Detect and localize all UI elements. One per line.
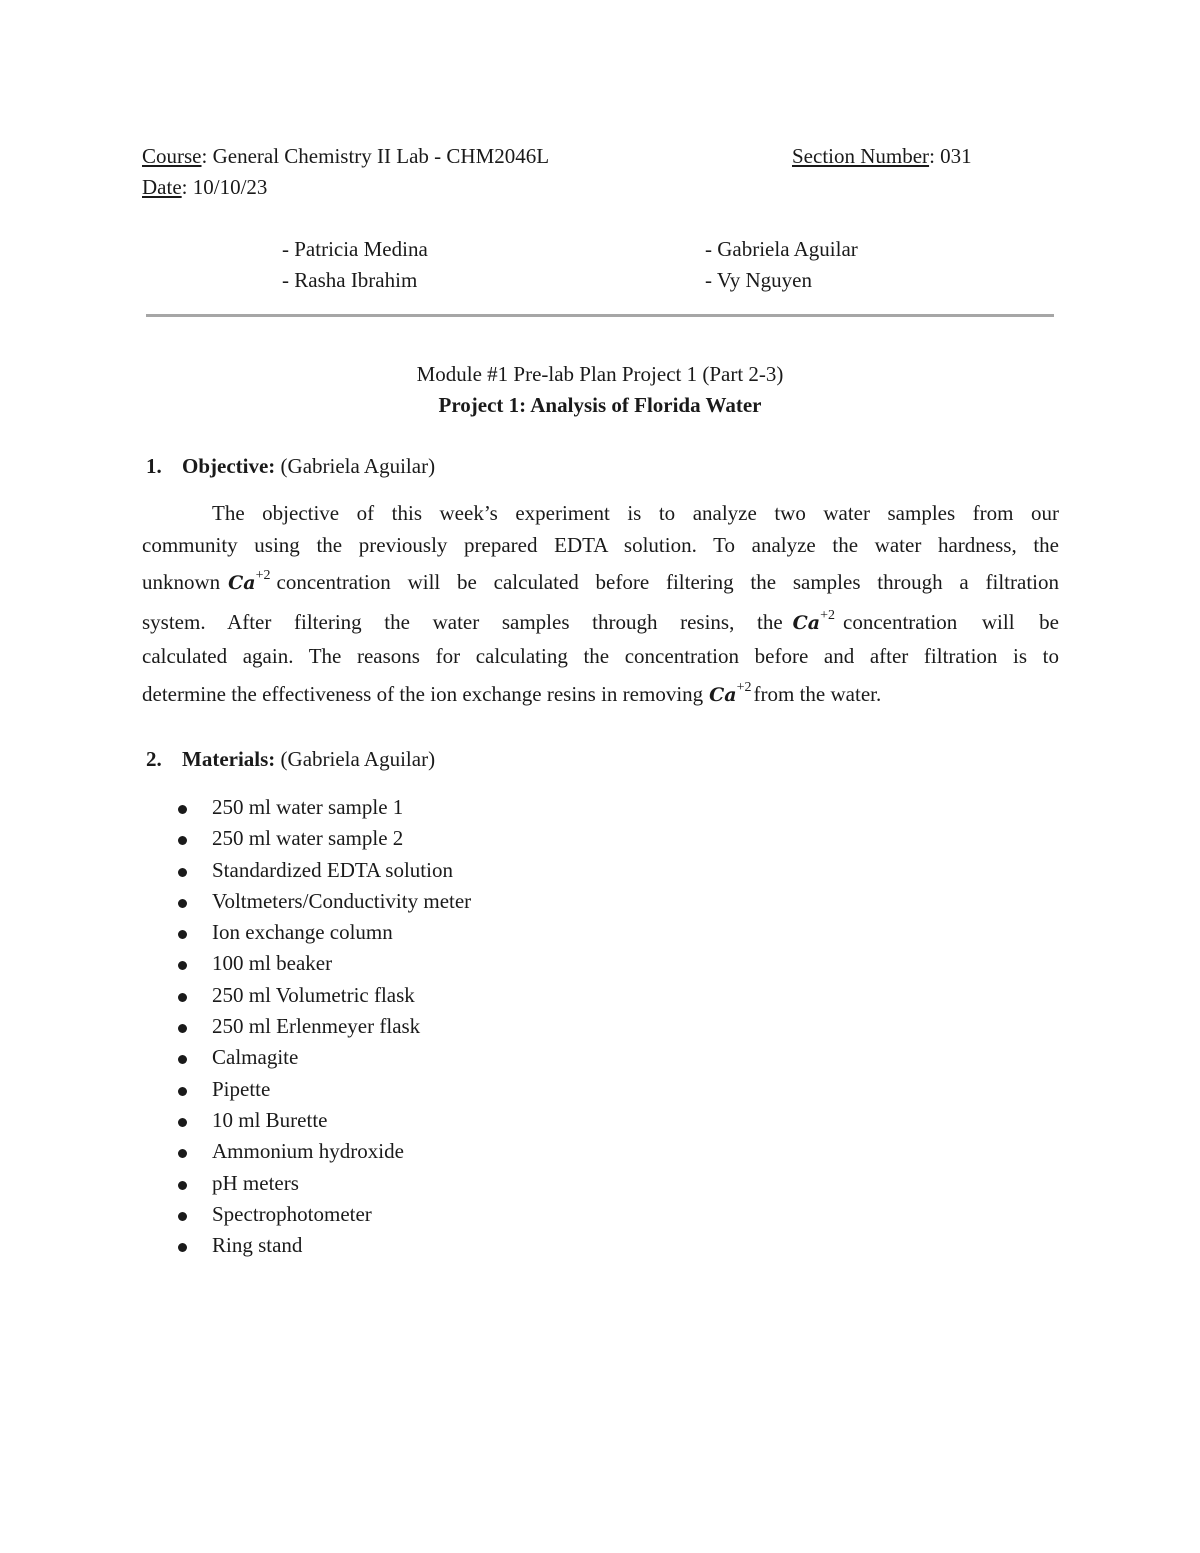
list-item: Ion exchange column (176, 922, 471, 953)
list-item: Standardized EDTA solution (176, 860, 471, 891)
bullet-icon (178, 868, 187, 877)
bullet-icon (178, 1212, 187, 1221)
course-value: : General Chemistry II Lab - CHM2046L (201, 144, 550, 168)
section-value: : 031 (929, 144, 972, 168)
list-item: Pipette (176, 1079, 471, 1110)
bullet-icon (178, 805, 187, 814)
objective-line-5: calculated again. The reasons for calculating the concentration before and after filtration is to (142, 644, 1059, 668)
bullet-icon (178, 899, 187, 908)
calcium-ion: $Ca^{+2}$ (228, 568, 271, 594)
objective-number: 1. (146, 454, 162, 478)
list-item: 250 ml water sample 2 (176, 828, 471, 859)
header-divider (146, 314, 1054, 317)
bullet-icon (178, 993, 187, 1002)
objective-line-3: unknown $Ca^{+2}$ concentration will be calculated before filtering the samples through a filtration (142, 565, 1059, 600)
member-name: - Rasha Ibrahim (282, 268, 418, 292)
materials-heading (146, 749, 435, 770)
bullet-icon (178, 1024, 187, 1033)
bullet-icon (178, 836, 187, 845)
objective-line-4: system. After filtering the water samples through resins, the $Ca^{+2}$ concentration will be (142, 605, 1059, 640)
bullet-icon (178, 1087, 187, 1096)
list-item: 250 ml water sample 1 (176, 797, 471, 828)
objective-line-6: determine the effectiveness of the ion exchange resins in removing $Ca^{+2}$ from the water. (142, 677, 881, 712)
materials-label: Materials: (182, 747, 276, 771)
objective-heading (146, 456, 435, 477)
list-item: 10 ml Burette (176, 1110, 471, 1141)
list-item: Voltmeters/Conductivity meter (176, 891, 471, 922)
section-line (792, 146, 972, 167)
list-item: pH meters (176, 1173, 471, 1204)
objective-line-2: community using the previously prepared EDTA solution. To analyze the water hardness, the (142, 533, 1059, 557)
bullet-icon (178, 930, 187, 939)
calcium-ion: $Ca^{+2}$ (709, 680, 752, 706)
objective-line-1: The objective of this week’s experiment is to analyze two water samples from our (212, 501, 1059, 525)
module-subtitle: Module #1 Pre-lab Plan Project 1 (Part 2-3) (416, 362, 784, 386)
bullet-icon (178, 1055, 187, 1064)
date-value: : 10/10/23 (181, 175, 268, 199)
course-label: Course (142, 144, 202, 168)
member-name: - Patricia Medina (282, 237, 428, 261)
course-line (142, 146, 549, 167)
bullet-icon (178, 1181, 187, 1190)
section-label: Section Number (792, 144, 930, 168)
bullet-icon (178, 1118, 187, 1127)
calcium-ion: $Ca^{+2}$ (792, 608, 835, 634)
objective-label: Objective: (182, 454, 276, 478)
objective-author: (Gabriela Aguilar) (275, 454, 436, 478)
materials-list (176, 797, 471, 1266)
member-name: - Gabriela Aguilar (705, 237, 858, 261)
list-item: 250 ml Volumetric flask (176, 985, 471, 1016)
page-title: Project 1: Analysis of Florida Water (438, 393, 762, 417)
list-item: Spectrophotometer (176, 1204, 471, 1235)
list-item: 250 ml Erlenmeyer flask (176, 1016, 471, 1047)
bullet-icon (178, 961, 187, 970)
date-label: Date (142, 175, 182, 199)
list-item: Calmagite (176, 1047, 471, 1078)
member-name: - Vy Nguyen (705, 268, 812, 292)
materials-number: 2. (146, 747, 162, 771)
materials-author: (Gabriela Aguilar) (275, 747, 436, 771)
list-item: Ammonium hydroxide (176, 1141, 471, 1172)
list-item: Ring stand (176, 1235, 471, 1266)
bullet-icon (178, 1149, 187, 1158)
date-line (142, 177, 267, 198)
list-item: 100 ml beaker (176, 953, 471, 984)
bullet-icon (178, 1243, 187, 1252)
